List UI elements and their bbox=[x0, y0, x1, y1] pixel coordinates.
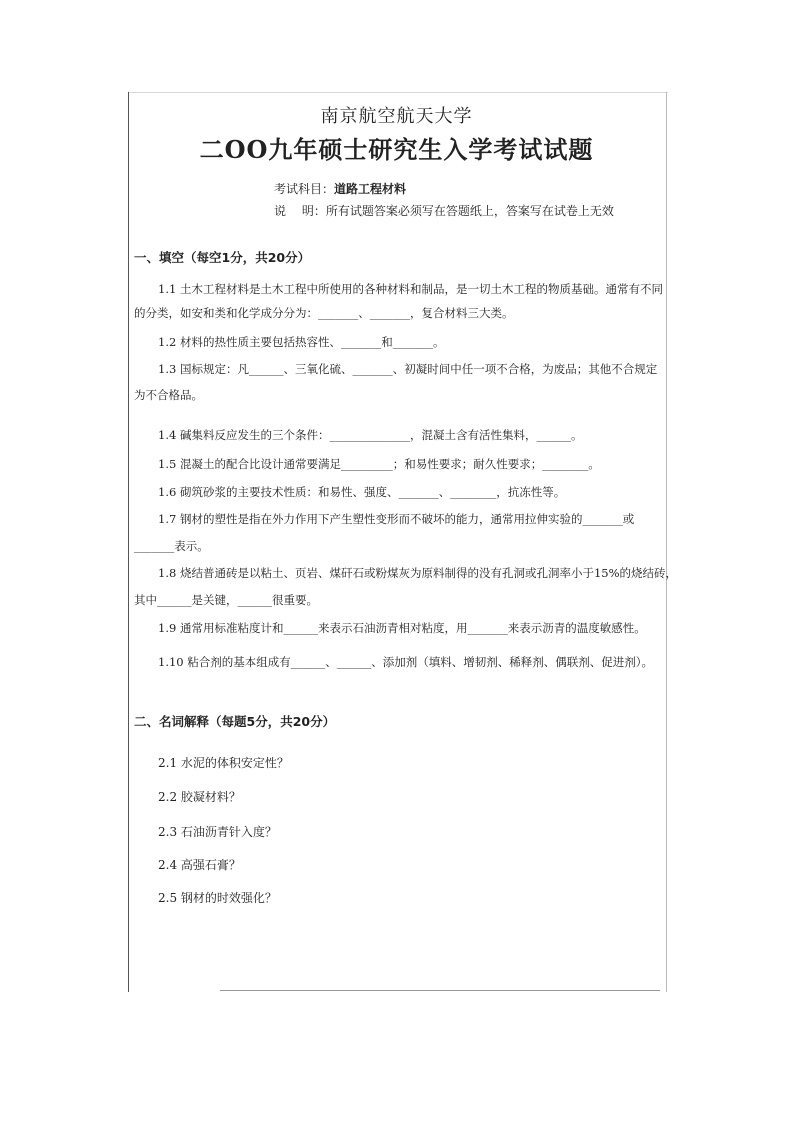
definition-item: 2.1 水泥的体积安定性？ bbox=[158, 756, 289, 770]
question-line: 1.8 烧结普通砖是以粘土、页岩、煤矸石或粉煤灰为原料制得的没有孔洞或孔洞率小于15%的烧结砖， bbox=[158, 566, 677, 580]
question-line: 1.10 粘合剂的基本组成有______、______、添加剂（填料、增韧剂、稀释剂、偶联剂、促进剂）。 bbox=[158, 655, 654, 669]
definition-item: 2.4 高强石膏？ bbox=[158, 858, 241, 872]
page-edge-left bbox=[128, 92, 129, 992]
question-line: 1.5 混凝土的配合比设计通常要满足_________；和易性要求；耐久性要求；________。 bbox=[158, 457, 600, 471]
question-line: _______表示。 bbox=[134, 539, 209, 553]
question-line: 其中______是关键，______很重要。 bbox=[134, 593, 318, 607]
definition-item: 2.5 钢材的时效强化？ bbox=[158, 891, 277, 905]
subject-value: 道路工程材料 bbox=[334, 182, 407, 196]
definition-item: 2.2 胶凝材料？ bbox=[158, 790, 241, 804]
definition-item: 2.3 石油沥青针入度？ bbox=[158, 825, 277, 839]
page-edge-top bbox=[128, 92, 668, 93]
page-edge-right bbox=[666, 92, 667, 992]
question-line: 1.7 钢材的塑性是指在外力作用下产生塑性变形而不破坏的能力，通常用拉伸实验的_______或 bbox=[158, 512, 635, 526]
question-line: 1.6 砌筑砂浆的主要技术性质：和易性、强度、_______、________，抗冻性等。 bbox=[158, 485, 566, 499]
question-line: 1.3 国标规定：凡______、三氧化硫、_______、初凝时间中任一项不合格，为废品；其他不合规定 bbox=[158, 362, 658, 376]
page-edge-bottom bbox=[220, 990, 660, 991]
section-1-heading: 一、填空（每空1分，共20分） bbox=[134, 250, 311, 265]
subject-label: 考试科目： bbox=[274, 182, 335, 196]
question-line: 1.1 土木工程材料是土木工程中所使用的各种材料和制品，是一切土木工程的物质基础。通常有不同 bbox=[158, 282, 663, 296]
note-value: 所有试题答案必须写在答题纸上，答案写在试卷上无效 bbox=[325, 204, 614, 218]
exam-subject bbox=[274, 180, 406, 197]
university-name: 南京航空航天大学 bbox=[320, 106, 473, 127]
question-line: 1.2 材料的热性质主要包括热容性、_______和_______。 bbox=[158, 335, 445, 349]
question-line: 1.9 通常用标准粘度计和______来表示石油沥青相对粘度，用_______来表示沥青的温度敏感性。 bbox=[158, 621, 646, 635]
question-line: 的分类，如安和类和化学成分分为：_______、_______，复合材料三大类。 bbox=[134, 306, 514, 320]
question-line: 为不合格品。 bbox=[134, 388, 203, 402]
exam-note bbox=[274, 202, 614, 219]
section-2-heading: 二、名词解释（每题5分，共20分） bbox=[134, 714, 336, 729]
exam-title: 二OO九年硕士研究生入学考试试题 bbox=[199, 135, 594, 164]
question-line: 1.4 碱集料反应发生的三个条件：______________，混凝土含有活性集料，______。 bbox=[158, 428, 583, 442]
note-label: 说 明： bbox=[274, 204, 326, 218]
